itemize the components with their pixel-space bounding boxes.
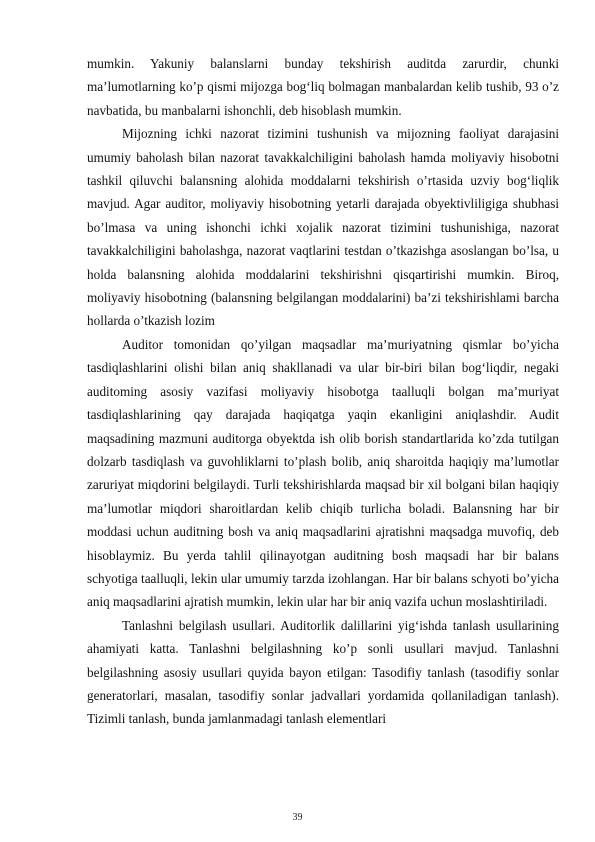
document-page — [87, 52, 559, 731]
page-number: 39 — [292, 812, 303, 823]
paragraph-internal-control: Mijozning ichki nazorat tizimini tushunish va mijozning faoliyat darajasini umumiy baholash bilan nazorat tavakkalchiligini baholash hamda moliyaviy hisobotni tashkil qiluvchi balansning alohida moddalarni tekshirish o’rtasida uzviy bog‘liqlik mavjud. Agar auditor, moliyaviy hisobotning yetarli darajada obyektivliligiga shubhasi bo’lmasa va uning ishonchi ichki xojalik nazorat tizimini tushunishiga, nazorat tavakkalchiligini baholashga, nazorat vaqtlarini testdan o’tkazishga asoslangan bo’lsa, u holda balansning alohida moddalarini tekshirishni qisqartirishi mumkin. Biroq, moliyaviy hisobotning (balansning belgilangan moddalarini) ba’zi tekshirishlami barcha hollarda o’tkazish lozim — [87, 126, 559, 329]
paragraph-continuation: mumkin. Yakuniy balanslarni bunday tekshirish auditda zarurdir, chunki ma’lumotlarning ko’p qismi mijozga bog‘liq bolmagan manbalardan kelib tushib, 93 o’z navbatida, bu manbalarni ishonchli, deb hisoblash mumkin. — [87, 56, 559, 118]
paragraph-audit-objectives: Auditor tomonidan qo’yilgan maqsadlar ma’muriyatning qismlar bo’yicha tasdiqlashlarini olishi bilan aniq shakllanadi va ular bir-biri bilan bog‘liqdir, negaki auditoming asosiy vazifasi moliyaviy hisobotga taalluqli bolgan ma’muriyat tasdiqlashlarining qay darajada haqiqatga yaqin ekanligini aniqlashdir. Audit maqsadining mazmuni auditorga obyektda ish olib borish standartlarida ko’zda tutilgan dolzarb tasdiqlash va guvohliklarni to’plash bolib, aniq sharoitda haqiqiy ma’lumotlar zaruriyat miqdorini belgilaydi. Turli tekshirishlarda maqsad bir xil bolgani bilan haqiqiy ma’lumotlar miqdori sharoitlardan kelib chiqib turlicha boladi. Balansning har bir moddasi uchun auditning bosh va aniq maqsadlarini ajratishni maqsadga muvofiq, deb hisoblaymiz. Bu yerda tahlil qilinayotgan auditning bosh maqsadi har bir balans schyotiga taalluqli, lekin ular umumiy tarzda izohlangan. Har bir balans schyoti bo’yicha aniq maqsadlarini ajratish mumkin, lekin ular har bir aniq vazifa uchun moslashtiriladi. — [87, 336, 559, 610]
paragraph-sampling-methods: Tanlashni belgilash usullari. Auditorlik dalillarini yig‘ishda tanlash usullarining ahamiyati katta. Tanlashni belgilashning ko’p sonli usullari mavjud. Tanlashni belgilashning asosiy usullari quyida bayon etilgan: Tasodifiy tanlash (tasodifiy sonlar generatorlari, masalan, tasodifiy sonlar jadvallari yordamida qollaniladigan tanlash). Tizimli tanlash, bunda jamlanmadagi tanlash elementlari — [87, 617, 559, 727]
